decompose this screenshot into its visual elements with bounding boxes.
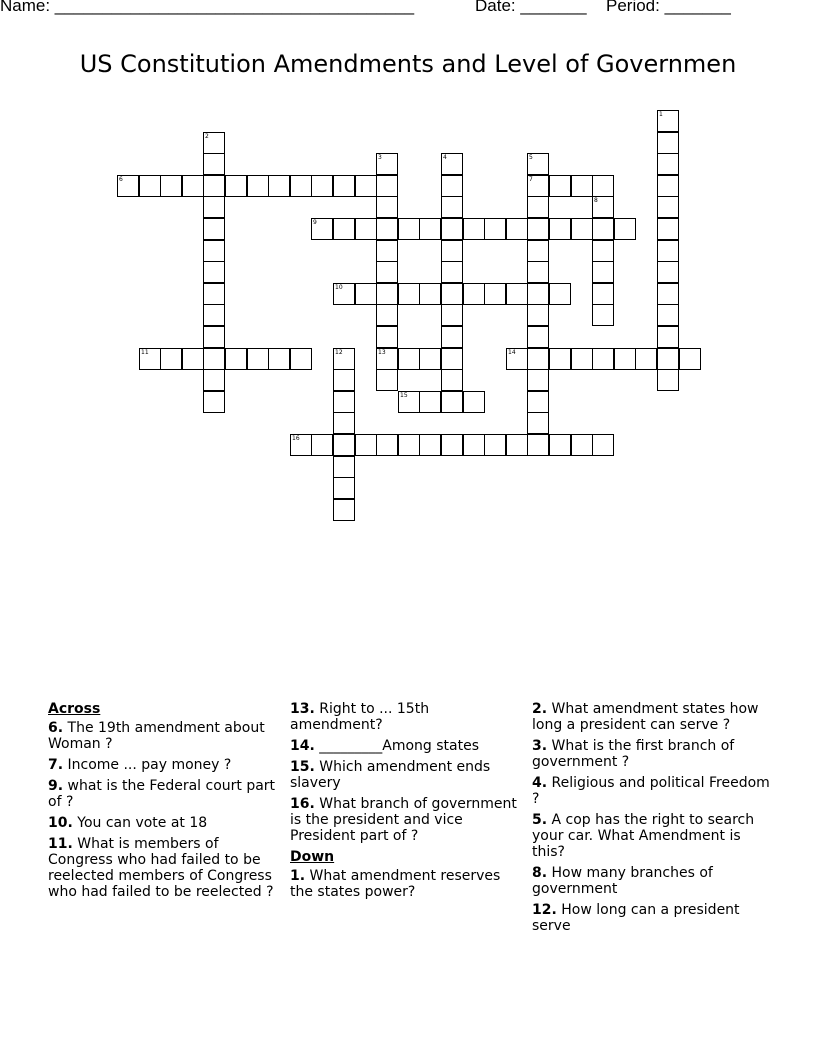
grid-cell[interactable] xyxy=(571,218,593,240)
grid-cell[interactable] xyxy=(657,304,679,326)
clue-number: 13. xyxy=(290,701,315,717)
cell-number: 6 xyxy=(119,176,123,183)
grid-cell[interactable] xyxy=(333,412,355,434)
grid-cell[interactable] xyxy=(333,369,355,391)
clue-text: A cop has the right to search your car. What Amendment is this? xyxy=(532,812,755,860)
grid-cell[interactable] xyxy=(571,348,593,370)
grid-cell[interactable] xyxy=(268,175,290,197)
clue-text: Right to ... 15th amendment? xyxy=(290,701,430,733)
grid-cell[interactable] xyxy=(376,218,398,240)
grid-cell[interactable] xyxy=(527,434,549,456)
cell-number: 8 xyxy=(594,197,598,204)
grid-cell[interactable] xyxy=(527,369,549,391)
grid-cell[interactable] xyxy=(203,283,225,305)
grid-cell[interactable] xyxy=(419,391,441,413)
across-heading: Across xyxy=(48,701,101,717)
grid-cell[interactable] xyxy=(506,434,528,456)
grid-cell[interactable] xyxy=(527,348,549,370)
grid-cell[interactable] xyxy=(527,326,549,348)
clue-column-3 xyxy=(532,701,772,939)
grid-cell[interactable] xyxy=(592,240,614,262)
grid-cell[interactable] xyxy=(592,283,614,305)
grid-cell[interactable] xyxy=(635,348,657,370)
clue-number: 14. xyxy=(290,738,315,754)
grid-cell[interactable] xyxy=(463,218,485,240)
cell-number: 3 xyxy=(378,154,382,161)
grid-cell[interactable] xyxy=(376,348,398,370)
grid-cell[interactable] xyxy=(441,153,463,175)
grid-cell[interactable] xyxy=(419,434,441,456)
grid-cell[interactable] xyxy=(441,218,463,240)
grid-cell[interactable] xyxy=(527,240,549,262)
grid-cell[interactable] xyxy=(679,348,701,370)
clue-text: How long can a president serve xyxy=(532,902,740,934)
grid-cell[interactable] xyxy=(398,391,420,413)
grid-cell[interactable] xyxy=(657,175,679,197)
clue-text: what is the Federal court part of ? xyxy=(48,778,276,810)
grid-cell[interactable] xyxy=(657,110,679,132)
grid-cell[interactable] xyxy=(398,348,420,370)
grid-cell[interactable] xyxy=(203,132,225,154)
grid-cell[interactable] xyxy=(592,304,614,326)
grid-cell[interactable] xyxy=(527,412,549,434)
clue-text: What is members of Congress who had failed to be reelected members of Congress who had failed to be reelected ? xyxy=(48,836,274,900)
clue-number: 8. xyxy=(532,865,548,881)
grid-cell[interactable] xyxy=(398,283,420,305)
clue-across-16 xyxy=(290,796,526,844)
down-heading: Down xyxy=(290,849,335,865)
grid-cell[interactable] xyxy=(182,175,204,197)
grid-cell[interactable] xyxy=(203,261,225,283)
clue-across-11 xyxy=(48,836,284,900)
grid-cell[interactable] xyxy=(506,283,528,305)
grid-cell[interactable] xyxy=(441,369,463,391)
grid-cell[interactable] xyxy=(419,348,441,370)
grid-cell[interactable] xyxy=(333,218,355,240)
clue-number: 1. xyxy=(290,868,306,884)
grid-cell[interactable] xyxy=(527,196,549,218)
grid-cell[interactable] xyxy=(441,326,463,348)
grid-cell[interactable] xyxy=(657,369,679,391)
grid-cell[interactable] xyxy=(614,218,636,240)
grid-cell[interactable] xyxy=(355,175,377,197)
grid-cell[interactable] xyxy=(376,153,398,175)
grid-cell[interactable] xyxy=(463,434,485,456)
grid-cell[interactable] xyxy=(333,456,355,478)
grid-cell[interactable] xyxy=(139,175,161,197)
grid-cell[interactable] xyxy=(203,240,225,262)
clue-number: 12. xyxy=(532,902,557,918)
grid-cell[interactable] xyxy=(657,348,679,370)
grid-cell[interactable] xyxy=(160,348,182,370)
clue-across-15 xyxy=(290,759,526,791)
cell-number: 15 xyxy=(400,392,408,399)
grid-cell[interactable] xyxy=(247,175,269,197)
clue-text: The 19th amendment about Woman ? xyxy=(48,720,265,752)
grid-cell[interactable] xyxy=(311,434,333,456)
period-field-label: Period: _______ xyxy=(606,0,731,15)
cell-number: 9 xyxy=(313,219,317,226)
grid-cell[interactable] xyxy=(549,218,571,240)
grid-cell[interactable] xyxy=(549,283,571,305)
grid-cell[interactable] xyxy=(203,175,225,197)
clue-number: 15. xyxy=(290,759,315,775)
grid-cell[interactable] xyxy=(225,348,247,370)
clue-down-3 xyxy=(532,738,772,770)
clue-text: Which amendment ends slavery xyxy=(290,759,491,791)
grid-cell[interactable] xyxy=(527,261,549,283)
grid-cell[interactable] xyxy=(657,132,679,154)
clue-number: 9. xyxy=(48,778,64,794)
grid-cell[interactable] xyxy=(592,348,614,370)
grid-cell[interactable] xyxy=(376,175,398,197)
cell-number: 13 xyxy=(378,349,386,356)
grid-cell[interactable] xyxy=(203,348,225,370)
grid-cell[interactable] xyxy=(117,175,139,197)
grid-cell[interactable] xyxy=(355,434,377,456)
grid-cell[interactable] xyxy=(657,196,679,218)
grid-cell[interactable] xyxy=(527,175,549,197)
clue-down-2 xyxy=(532,701,772,733)
grid-cell[interactable] xyxy=(441,304,463,326)
cell-number: 5 xyxy=(529,154,533,161)
clue-number: 6. xyxy=(48,720,64,736)
grid-cell[interactable] xyxy=(203,391,225,413)
grid-cell[interactable] xyxy=(376,326,398,348)
grid-cell[interactable] xyxy=(203,326,225,348)
grid-cell[interactable] xyxy=(376,240,398,262)
clue-down-12 xyxy=(532,902,772,934)
clue-text: _________Among states xyxy=(319,738,480,754)
grid-cell[interactable] xyxy=(139,348,161,370)
clue-text: What amendment states how long a president can serve ? xyxy=(532,701,759,733)
clue-across-6 xyxy=(48,720,284,752)
grid-cell[interactable] xyxy=(527,391,549,413)
grid-cell[interactable] xyxy=(419,283,441,305)
cell-number: 12 xyxy=(335,349,343,356)
grid-cell[interactable] xyxy=(311,175,333,197)
grid-cell[interactable] xyxy=(657,261,679,283)
grid-cell[interactable] xyxy=(247,348,269,370)
grid-cell[interactable] xyxy=(527,153,549,175)
clue-across-9 xyxy=(48,778,284,810)
grid-cell[interactable] xyxy=(398,218,420,240)
grid-cell[interactable] xyxy=(419,218,441,240)
clue-text: What amendment reserves the states power? xyxy=(290,868,501,900)
grid-cell[interactable] xyxy=(398,434,420,456)
clue-text: What branch of government is the president and vice President part of ? xyxy=(290,796,517,844)
grid-cell[interactable] xyxy=(592,196,614,218)
clue-text: What is the first branch of government ? xyxy=(532,738,735,770)
grid-cell[interactable] xyxy=(290,175,312,197)
grid-cell[interactable] xyxy=(333,391,355,413)
puzzle-title: US Constitution Amendments and Level of Governmen xyxy=(79,50,737,78)
clue-across-14 xyxy=(290,738,526,754)
cell-number: 10 xyxy=(335,284,343,291)
grid-cell[interactable] xyxy=(441,261,463,283)
date-field-label: Date: _______ xyxy=(475,0,587,15)
grid-cell[interactable] xyxy=(203,153,225,175)
grid-cell[interactable] xyxy=(549,434,571,456)
grid-cell[interactable] xyxy=(441,434,463,456)
grid-cell[interactable] xyxy=(441,196,463,218)
cell-number: 16 xyxy=(292,435,300,442)
grid-cell[interactable] xyxy=(203,218,225,240)
grid-cell[interactable] xyxy=(311,218,333,240)
grid-cell[interactable] xyxy=(506,348,528,370)
grid-cell[interactable] xyxy=(441,348,463,370)
grid-cell[interactable] xyxy=(484,283,506,305)
cell-number: 1 xyxy=(659,111,663,118)
grid-cell[interactable] xyxy=(333,283,355,305)
clue-across-13 xyxy=(290,701,526,733)
grid-cell[interactable] xyxy=(225,175,247,197)
cell-number: 11 xyxy=(141,349,149,356)
grid-cell[interactable] xyxy=(441,283,463,305)
clue-text: You can vote at 18 xyxy=(77,815,208,831)
grid-cell[interactable] xyxy=(549,348,571,370)
grid-cell[interactable] xyxy=(657,218,679,240)
grid-cell[interactable] xyxy=(549,175,571,197)
grid-cell[interactable] xyxy=(203,196,225,218)
grid-cell[interactable] xyxy=(333,434,355,456)
grid-cell[interactable] xyxy=(484,434,506,456)
grid-cell[interactable] xyxy=(203,369,225,391)
grid-cell[interactable] xyxy=(355,218,377,240)
clue-down-5 xyxy=(532,812,772,860)
grid-cell[interactable] xyxy=(182,348,204,370)
clue-text: Religious and political Freedom ? xyxy=(532,775,770,807)
grid-cell[interactable] xyxy=(463,283,485,305)
clue-number: 10. xyxy=(48,815,73,831)
grid-cell[interactable] xyxy=(527,283,549,305)
grid-cell[interactable] xyxy=(592,261,614,283)
grid-cell[interactable] xyxy=(203,304,225,326)
grid-cell[interactable] xyxy=(614,348,636,370)
clue-number: 4. xyxy=(532,775,548,791)
grid-cell[interactable] xyxy=(592,434,614,456)
grid-cell[interactable] xyxy=(160,175,182,197)
grid-cell[interactable] xyxy=(376,304,398,326)
grid-cell[interactable] xyxy=(441,175,463,197)
grid-cell[interactable] xyxy=(333,477,355,499)
grid-cell[interactable] xyxy=(657,326,679,348)
cell-number: 7 xyxy=(529,176,533,183)
cell-number: 4 xyxy=(443,154,447,161)
clue-across-7 xyxy=(48,757,284,773)
clue-down-1 xyxy=(290,868,526,900)
grid-cell[interactable] xyxy=(268,348,290,370)
grid-cell[interactable] xyxy=(441,240,463,262)
grid-cell[interactable] xyxy=(527,218,549,240)
clue-text: How many branches of government xyxy=(532,865,713,897)
clue-down-4 xyxy=(532,775,772,807)
cell-number: 2 xyxy=(205,133,209,140)
clue-number: 11. xyxy=(48,836,73,852)
grid-cell[interactable] xyxy=(657,283,679,305)
grid-cell[interactable] xyxy=(592,218,614,240)
clue-across-10 xyxy=(48,815,284,831)
grid-cell[interactable] xyxy=(571,434,593,456)
clue-number: 2. xyxy=(532,701,548,717)
grid-cell[interactable] xyxy=(527,304,549,326)
grid-cell[interactable] xyxy=(376,196,398,218)
grid-cell[interactable] xyxy=(290,434,312,456)
clue-down-8 xyxy=(532,865,772,897)
clue-number: 16. xyxy=(290,796,315,812)
grid-cell[interactable] xyxy=(333,175,355,197)
grid-cell[interactable] xyxy=(376,261,398,283)
clue-number: 5. xyxy=(532,812,548,828)
grid-cell[interactable] xyxy=(484,218,506,240)
grid-cell[interactable] xyxy=(355,283,377,305)
grid-cell[interactable] xyxy=(657,153,679,175)
grid-cell[interactable] xyxy=(333,348,355,370)
grid-cell[interactable] xyxy=(376,434,398,456)
grid-cell[interactable] xyxy=(592,175,614,197)
grid-cell[interactable] xyxy=(463,391,485,413)
name-field-label: Name: ______________________________________ xyxy=(0,0,415,15)
cell-number: 14 xyxy=(508,349,516,356)
grid-cell[interactable] xyxy=(571,175,593,197)
grid-cell[interactable] xyxy=(506,218,528,240)
clue-column-1 xyxy=(48,701,284,905)
clue-text: Income ... pay money ? xyxy=(67,757,232,773)
grid-cell[interactable] xyxy=(657,240,679,262)
clue-column-2 xyxy=(290,701,526,905)
grid-cell[interactable] xyxy=(376,283,398,305)
grid-cell[interactable] xyxy=(441,391,463,413)
grid-cell[interactable] xyxy=(376,369,398,391)
clue-number: 3. xyxy=(532,738,548,754)
grid-cell[interactable] xyxy=(290,348,312,370)
clue-number: 7. xyxy=(48,757,64,773)
grid-cell[interactable] xyxy=(333,499,355,521)
